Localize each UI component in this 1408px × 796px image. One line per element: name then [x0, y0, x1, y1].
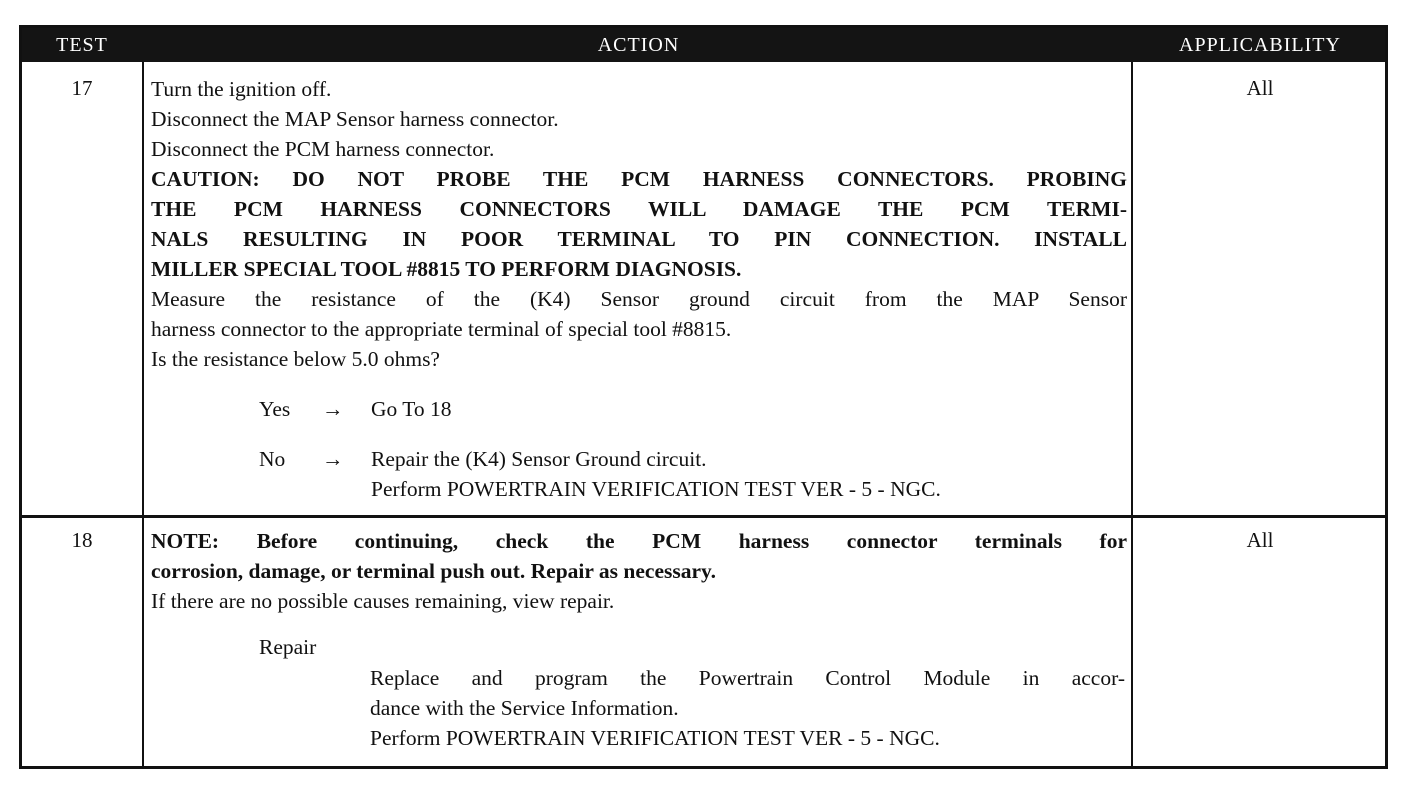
question-line: Is the resistance below 5.0 ohms? — [151, 347, 440, 371]
yes-label: Yes — [259, 397, 291, 421]
yes-branch — [151, 394, 1127, 424]
applicability-value: All — [1246, 528, 1274, 552]
repair-heading — [151, 632, 1127, 662]
test-number: 17 — [71, 76, 93, 100]
header-applicability: APPLICABILITY — [1179, 34, 1341, 56]
yes-result: Go To 18 — [371, 397, 452, 421]
diagnostic-table — [19, 25, 1388, 769]
table-header — [22, 28, 1385, 62]
no-result-line2: Perform POWERTRAIN VERIFICATION TEST VER - 5 - NGC. — [371, 477, 941, 501]
caution-line: THE PCM HARNESS CONNECTORS WILL DAMAGE THE PCM TERMI- — [151, 197, 1127, 221]
arrow-icon: → — [322, 447, 344, 471]
header-action: ACTION — [597, 34, 680, 56]
arrow-icon: → — [322, 397, 344, 421]
no-branch — [151, 444, 1127, 474]
repair-line: Perform POWERTRAIN VERIFICATION TEST VER - 5 - NGC. — [370, 726, 940, 750]
instruction-line: If there are no possible causes remaining, view repair. — [151, 589, 615, 613]
applicability-value: All — [1246, 76, 1274, 100]
measure-line: harness connector to the appropriate terminal of special tool #8815. — [151, 317, 732, 341]
header-test: TEST — [56, 34, 108, 56]
caution-line: CAUTION: DO NOT PROBE THE PCM HARNESS CONNECTORS. PROBING — [151, 167, 1127, 191]
caution-line: MILLER SPECIAL TOOL #8815 TO PERFORM DIAGNOSIS. — [151, 257, 742, 281]
column-divider — [1131, 62, 1133, 766]
note-line: NOTE: Before continuing, check the PCM harness connector terminals for — [151, 529, 1127, 553]
repair-steps — [370, 663, 1125, 753]
no-label: No — [259, 447, 286, 471]
caution-line: NALS RESULTING IN POOR TERMINAL TO PIN CONNECTION. INSTALL — [151, 227, 1127, 251]
repair-line: Replace and program the Powertrain Control Module in accor- — [370, 666, 1125, 690]
note-line: corrosion, damage, or terminal push out. Repair as necessary. — [151, 559, 716, 583]
test-number: 18 — [71, 528, 93, 552]
row-divider — [22, 515, 1385, 518]
instruction-line: Disconnect the PCM harness connector. — [151, 137, 495, 161]
action-cell — [151, 526, 1127, 753]
no-branch-continued — [151, 474, 1127, 504]
instruction-line: Disconnect the MAP Sensor harness connector. — [151, 107, 559, 131]
no-result: Repair the (K4) Sensor Ground circuit. — [371, 447, 707, 471]
instruction-line: Turn the ignition off. — [151, 77, 332, 101]
repair-line: dance with the Service Information. — [370, 696, 679, 720]
column-divider — [142, 62, 144, 766]
measure-line: Measure the resistance of the (K4) Sensor ground circuit from the MAP Sensor — [151, 287, 1127, 311]
repair-label: Repair — [259, 635, 317, 659]
action-cell — [151, 74, 1127, 504]
